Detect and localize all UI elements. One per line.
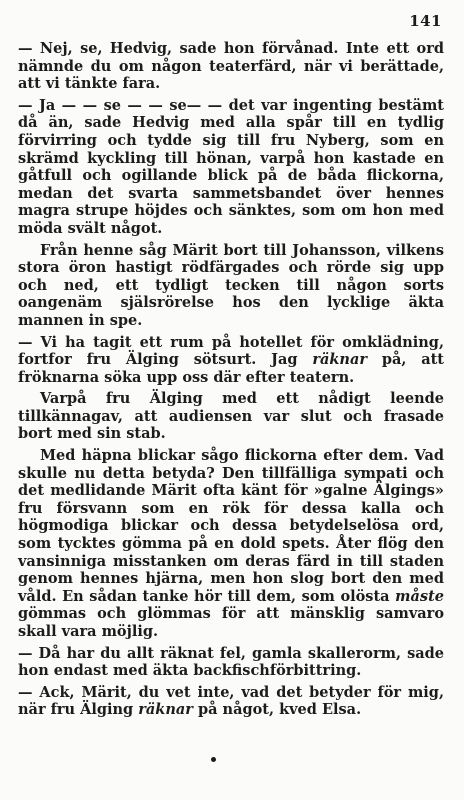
paragraph-8-text-b: på något, kved Elsa. [192,701,362,719]
paragraph-7 [18,645,444,680]
paragraph-1-text: — Nej, se, Hedvig, sade hon förvånad. Inte ett ord nämnde du om någon teaterfärd, när vi berättade, att vi tänkte fara. [18,40,444,93]
paragraph-8-text-a: — Ack, Märit, du vet inte, vad det betyder för mig, när fru Älging [18,683,444,719]
paragraph-6 [18,447,444,641]
paragraph-8 [18,684,444,719]
paragraph-3-text: Från henne såg Märit bort till Johansson, vilkens stora öron hastigt rödfärgades och rörde sig upp och ned, ett tydligt tecken till någon sorts oangenäm själsrörelse hos den lycklige äkta mannen in spe. [18,241,444,329]
footer-dot [211,757,216,762]
paragraph-6-text-a: Med häpna blickar sågo flickorna efter dem. Vad skulle nu detta betyda? Den tillfälliga sympati och det medlidande Märit ofta känt för »galne Älgings» fru försvann som en rök för dessa kalla och högmodiga blickar och dessa betydelselösa ord, som tycktes gömma på en dold spets. Åter flög den vansinniga misstanken om deras färd in till staden genom hennes hjärna, men hon slog bort den med våld. En sådan tanke hör till dem, som olösta [18,447,444,605]
paragraph-1 [18,40,444,93]
paragraph-2-text: — Ja — — se — — se— — det var ingenting bestämt då än, sade Hedvig med alla spår till en tydlig förvirring och tydde sig till fru Nyberg, som en skrämd kyckling till hönan, varpå hon kastade en gåtfull och ogillande blick på de båda flickorna, medan det svarta sammetsbandet över hennes magra strupe höjdes och sänktes, som om hon med möda svält något. [18,96,444,237]
paragraph-7-text: — Då har du allt räknat fel, gamla skallerorm, sade hon endast med äkta backfischförbittring. [18,644,444,680]
paragraph-3 [18,242,444,330]
paragraph-4-text-a: — Vi ha tagit ett rum på hotellet för omklädning, fortfor fru Älging sötsurt. Jag [18,333,444,369]
paragraph-4 [18,334,444,387]
page-number: 141 [409,12,442,30]
body-text [18,40,444,723]
paragraph-5-text: Varpå fru Älging med ett nådigt leende tillkännagav, att audiensen var slut och frasade bort med sin stab. [18,390,444,443]
paragraph-6-emphasis: måste [395,587,444,605]
paragraph-4-emphasis: räknar [312,351,368,369]
paragraph-2 [18,97,444,238]
paragraph-4-text-b: på, att fröknarna söka upp oss där efter teatern. [18,351,444,386]
paragraph-5 [18,390,444,443]
paragraph-6-text-b: gömmas och glömmas för att mänsklig samvaro skall vara möjlig. [18,605,444,640]
paragraph-8-emphasis: räknar [138,701,193,719]
